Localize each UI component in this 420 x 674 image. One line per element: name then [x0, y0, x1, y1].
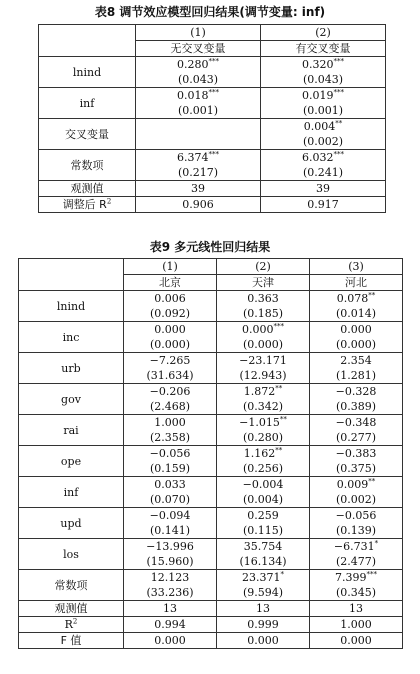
r-squared-cell: 0.994 — [124, 617, 217, 633]
std-error-cell: (0.159) — [124, 461, 217, 477]
table8-title: 表8 调节效应模型回归结果(调节变量: inf) — [94, 5, 326, 19]
significance-stars: *** — [333, 150, 344, 159]
std-error-cell: (0.256) — [217, 461, 310, 477]
variable-label: urb — [19, 353, 124, 384]
variable-label: lnind — [39, 57, 136, 88]
coefficient-cell: 0.000 — [310, 322, 403, 338]
significance-stars: 2 — [72, 617, 78, 626]
table9 — [18, 258, 403, 649]
coefficient-cell: 0.009** — [310, 477, 403, 493]
coefficient-cell: −0.056 — [124, 446, 217, 462]
std-error-cell: (0.092) — [124, 306, 217, 322]
f-value-cell: 0.000 — [310, 633, 403, 649]
significance-stars: ** — [279, 415, 287, 424]
std-error-cell: (0.002) — [261, 134, 386, 150]
std-error-cell: (0.000) — [310, 337, 403, 353]
table-row — [39, 150, 386, 166]
std-error-cell: (2.358) — [124, 430, 217, 446]
r-squared-cell: 0.999 — [217, 617, 310, 633]
coefficient-cell: −0.348 — [310, 415, 403, 431]
coefficient-cell: 6.032*** — [261, 150, 386, 166]
r-squared-row — [39, 197, 386, 213]
significance-stars: ** — [368, 477, 376, 486]
variable-label: upd — [19, 508, 124, 539]
coefficient-cell — [136, 119, 261, 135]
coefficient-cell: −0.206 — [124, 384, 217, 400]
std-error-cell — [136, 134, 261, 150]
coefficient-cell: −6.731* — [310, 539, 403, 555]
coefficient-cell: 0.000 — [124, 322, 217, 338]
f-value-cell: 0.000 — [217, 633, 310, 649]
significance-stars: ** — [335, 119, 343, 128]
std-error-cell: (0.000) — [124, 337, 217, 353]
column-number: (3) — [310, 259, 403, 275]
table-row — [19, 384, 403, 400]
observations-label: 观测值 — [19, 601, 124, 617]
observations-cell: 39 — [136, 181, 261, 197]
std-error-cell: (12.943) — [217, 368, 310, 384]
f-value-label: F 值 — [19, 633, 124, 649]
std-error-cell: (31.634) — [124, 368, 217, 384]
significance-stars: ** — [275, 446, 283, 455]
std-error-cell: (0.280) — [217, 430, 310, 446]
table-row — [39, 88, 386, 104]
coefficient-cell: −0.056 — [310, 508, 403, 524]
coefficient-cell: 0.363 — [217, 291, 310, 307]
std-error-cell: (2.477) — [310, 554, 403, 570]
column-name: 无交叉变量 — [136, 41, 261, 57]
variable-label: ope — [19, 446, 124, 477]
table-row — [39, 119, 386, 135]
r-squared-cell: 0.906 — [136, 197, 261, 213]
coefficient-cell: −0.094 — [124, 508, 217, 524]
observations-cell: 13 — [124, 601, 217, 617]
column-number: (1) — [124, 259, 217, 275]
std-error-cell: (16.134) — [217, 554, 310, 570]
f-value-row — [19, 633, 403, 649]
significance-stars: *** — [273, 322, 284, 331]
variable-label: los — [19, 539, 124, 570]
std-error-cell: (9.594) — [217, 585, 310, 601]
coefficient-cell: 0.006 — [124, 291, 217, 307]
f-value-cell: 0.000 — [124, 633, 217, 649]
coefficient-cell: 0.004** — [261, 119, 386, 135]
std-error-cell: (0.001) — [136, 103, 261, 119]
significance-stars: *** — [208, 150, 219, 159]
table9-title: 表9 多元线性回归结果 — [149, 240, 271, 254]
column-number: (1) — [136, 25, 261, 41]
observations-row — [19, 601, 403, 617]
coefficient-cell: 23.371* — [217, 570, 310, 586]
std-error-cell: (0.217) — [136, 165, 261, 181]
variable-label: 常数项 — [19, 570, 124, 601]
coefficient-cell: −1.015** — [217, 415, 310, 431]
table-row — [19, 291, 403, 307]
std-error-cell: (0.014) — [310, 306, 403, 322]
variable-label: inc — [19, 322, 124, 353]
observations-row — [39, 181, 386, 197]
significance-stars: *** — [208, 88, 219, 97]
r-squared-cell: 1.000 — [310, 617, 403, 633]
significance-stars: ** — [368, 291, 376, 300]
column-name: 北京 — [124, 275, 217, 291]
coefficient-cell: 35.754 — [217, 539, 310, 555]
table-row — [19, 570, 403, 586]
std-error-cell: (0.002) — [310, 492, 403, 508]
std-error-cell: (0.070) — [124, 492, 217, 508]
observations-cell: 13 — [310, 601, 403, 617]
std-error-cell: (0.389) — [310, 399, 403, 415]
observations-cell: 13 — [217, 601, 310, 617]
r-squared-label: 调整后 $R^2$ — [39, 197, 136, 213]
column-number: (2) — [217, 259, 310, 275]
variable-label: inf — [39, 88, 136, 119]
std-error-cell: (0.375) — [310, 461, 403, 477]
std-error-cell: (0.141) — [124, 523, 217, 539]
variable-label: inf — [19, 477, 124, 508]
significance-stars: * — [280, 570, 284, 579]
coefficient-cell: 6.374*** — [136, 150, 261, 166]
significance-stars: 2 — [106, 197, 112, 206]
coefficient-cell: −0.004 — [217, 477, 310, 493]
coefficient-cell: −0.328 — [310, 384, 403, 400]
coefficient-cell: 1.162** — [217, 446, 310, 462]
r-squared-label: $R^2$ — [19, 617, 124, 633]
header-corner — [39, 25, 136, 57]
std-error-cell: (0.115) — [217, 523, 310, 539]
table-row — [19, 508, 403, 524]
variable-label: 交叉变量 — [39, 119, 136, 150]
coefficient-cell: 0.320*** — [261, 57, 386, 73]
std-error-cell: (0.004) — [217, 492, 310, 508]
std-error-cell: (0.277) — [310, 430, 403, 446]
std-error-cell: (0.001) — [261, 103, 386, 119]
table-row — [19, 353, 403, 369]
table-row — [19, 415, 403, 431]
coefficient-cell: −0.383 — [310, 446, 403, 462]
table-row — [19, 477, 403, 493]
variable-label: 常数项 — [39, 150, 136, 181]
significance-stars: *** — [366, 570, 377, 579]
observations-cell: 39 — [261, 181, 386, 197]
coefficient-cell: −23.171 — [217, 353, 310, 369]
column-name: 天津 — [217, 275, 310, 291]
coefficient-cell: 0.033 — [124, 477, 217, 493]
coefficient-cell: 0.280*** — [136, 57, 261, 73]
variable-label: gov — [19, 384, 124, 415]
header-row — [19, 259, 403, 275]
column-name: 河北 — [310, 275, 403, 291]
std-error-cell: (0.345) — [310, 585, 403, 601]
std-error-cell: (1.281) — [310, 368, 403, 384]
coefficient-cell: 0.018*** — [136, 88, 261, 104]
coefficient-cell: −7.265 — [124, 353, 217, 369]
significance-stars: * — [374, 539, 379, 548]
coefficient-cell: 12.123 — [124, 570, 217, 586]
coefficient-cell: −13.996 — [124, 539, 217, 555]
std-error-cell: (0.241) — [261, 165, 386, 181]
std-error-cell: (0.185) — [217, 306, 310, 322]
significance-stars: ** — [275, 384, 283, 393]
table-row — [19, 446, 403, 462]
std-error-cell: (0.000) — [217, 337, 310, 353]
table-row — [39, 57, 386, 73]
coefficient-cell: 0.078** — [310, 291, 403, 307]
table-row — [19, 539, 403, 555]
r-squared-cell: 0.917 — [261, 197, 386, 213]
std-error-cell: (33.236) — [124, 585, 217, 601]
coefficient-cell: 1.872** — [217, 384, 310, 400]
coefficient-cell: 0.000*** — [217, 322, 310, 338]
header-corner — [19, 259, 124, 291]
std-error-cell: (0.043) — [136, 72, 261, 88]
column-name: 有交叉变量 — [261, 41, 386, 57]
std-error-cell: (0.139) — [310, 523, 403, 539]
coefficient-cell: 2.354 — [310, 353, 403, 369]
column-number: (2) — [261, 25, 386, 41]
variable-label: lnind — [19, 291, 124, 322]
significance-stars: *** — [333, 57, 344, 66]
significance-stars: *** — [208, 57, 219, 66]
std-error-cell: (0.043) — [261, 72, 386, 88]
std-error-cell: (2.468) — [124, 399, 217, 415]
table-row — [19, 322, 403, 338]
coefficient-cell: 0.259 — [217, 508, 310, 524]
coefficient-cell: 7.399*** — [310, 570, 403, 586]
header-row — [39, 25, 386, 41]
std-error-cell: (15.960) — [124, 554, 217, 570]
coefficient-cell: 1.000 — [124, 415, 217, 431]
coefficient-cell: 0.019*** — [261, 88, 386, 104]
observations-label: 观测值 — [39, 181, 136, 197]
std-error-cell: (0.342) — [217, 399, 310, 415]
variable-label: rai — [19, 415, 124, 446]
r-squared-row — [19, 617, 403, 633]
significance-stars: *** — [333, 88, 344, 97]
table8 — [38, 24, 386, 213]
